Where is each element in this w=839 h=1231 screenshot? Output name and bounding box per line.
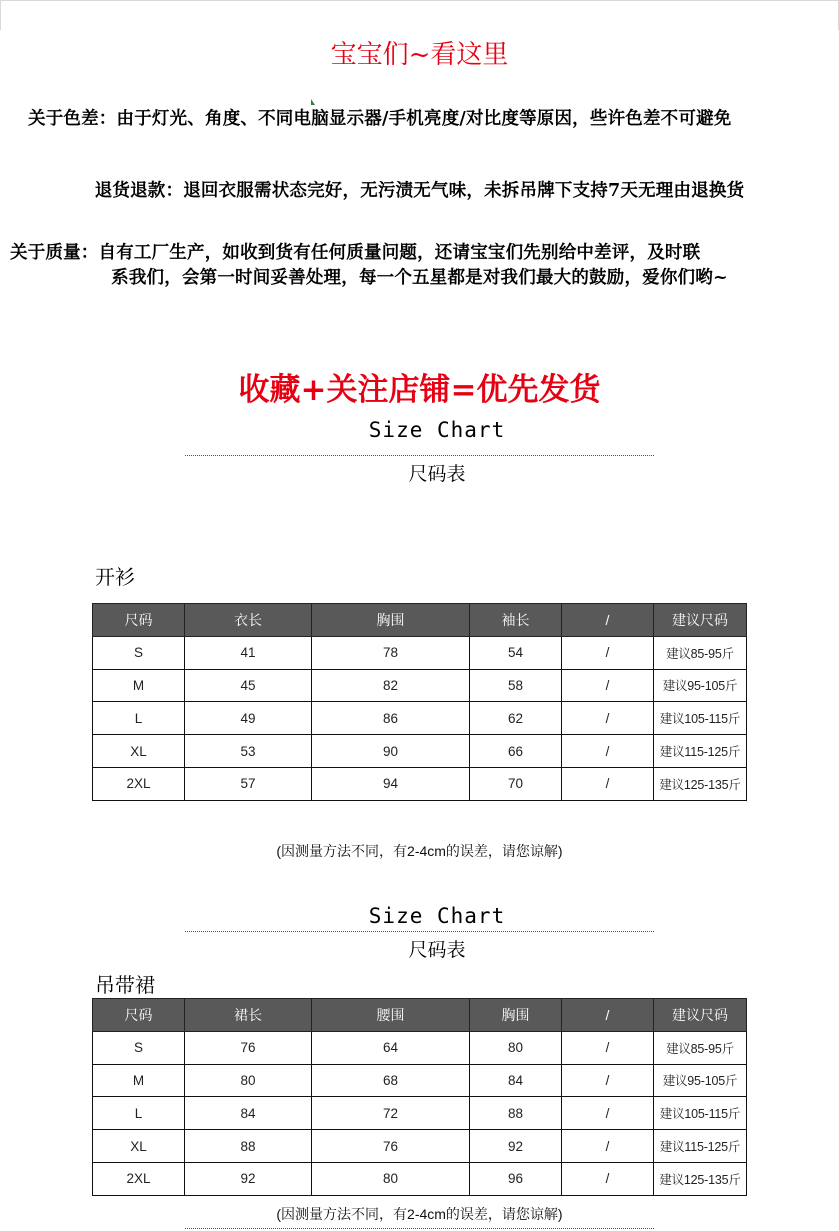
table-cell: 76 xyxy=(185,1031,312,1064)
table-cell: 建议95-105斤 xyxy=(654,669,747,702)
table-cell: 62 xyxy=(470,702,562,735)
dotted-divider xyxy=(185,455,654,456)
table-row xyxy=(93,636,747,669)
header-cell: 建议尺码 xyxy=(654,604,747,637)
header-cell: 胸围 xyxy=(470,999,562,1032)
header-cell: 尺码 xyxy=(93,604,185,637)
table-header-row xyxy=(93,999,747,1032)
header-cell: 腰围 xyxy=(312,999,470,1032)
table-cell: 78 xyxy=(312,636,470,669)
table-cell: 建议95-105斤 xyxy=(654,1064,747,1097)
table-cell: 76 xyxy=(312,1130,470,1163)
table-cell: / xyxy=(562,735,654,768)
table-cell: 86 xyxy=(312,702,470,735)
table-cell: 92 xyxy=(185,1162,312,1195)
dotted-divider xyxy=(185,1228,654,1229)
table-header-row xyxy=(93,604,747,637)
table-cell: 建议115-125斤 xyxy=(654,1130,747,1163)
table-cell: 58 xyxy=(470,669,562,702)
quality-notice-line2: 系我们，会第一时间妥善处理，每一个五星都是对我们最大的鼓励，爱你们哟~ xyxy=(111,268,728,288)
table-cell: M xyxy=(93,669,185,702)
category-title: 开衫 xyxy=(95,565,135,589)
color-difference-notice: 关于色差：由于灯光、角度、不同电脑显示器/手机亮度/对比度等原因，些许色差不可避免 xyxy=(28,109,732,129)
table-row xyxy=(93,735,747,768)
table-cell: 66 xyxy=(470,735,562,768)
table-cell: 54 xyxy=(470,636,562,669)
header-cell: / xyxy=(562,999,654,1032)
table-cell: 建议115-125斤 xyxy=(654,735,747,768)
size-chart-title: Size Chart xyxy=(368,418,506,442)
notice-heading: 宝宝们~看这里 xyxy=(330,40,509,70)
return-policy-notice: 退货退款：退回衣服需状态完好，无污渍无气味，未拆吊牌下支持7天无理由退换货 xyxy=(94,181,745,201)
table-cell: 建议85-95斤 xyxy=(654,636,747,669)
table-cell: / xyxy=(562,767,654,800)
table-cell: 41 xyxy=(185,636,312,669)
size-chart-subtitle: 尺码表 xyxy=(408,463,466,485)
table-cell: / xyxy=(562,702,654,735)
table-cell: 80 xyxy=(185,1064,312,1097)
table-cell: 2XL xyxy=(93,1162,185,1195)
size-table-cardigan xyxy=(92,603,747,801)
table-row xyxy=(93,1162,747,1195)
header-cell: 衣长 xyxy=(185,604,312,637)
header-cell: / xyxy=(562,604,654,637)
table-cell: / xyxy=(562,1162,654,1195)
table-cell: 80 xyxy=(470,1031,562,1064)
table-row xyxy=(93,767,747,800)
table-cell: / xyxy=(562,1130,654,1163)
table-cell: / xyxy=(562,1097,654,1130)
size-table-slip-dress xyxy=(92,998,747,1196)
table-cell: M xyxy=(93,1064,185,1097)
table-cell: 45 xyxy=(185,669,312,702)
table-cell: 64 xyxy=(312,1031,470,1064)
table-cell: 88 xyxy=(470,1097,562,1130)
table-cell: S xyxy=(93,636,185,669)
table-cell: 88 xyxy=(185,1130,312,1163)
table-row xyxy=(93,1130,747,1163)
table-cell: / xyxy=(562,1064,654,1097)
table-cell: 90 xyxy=(312,735,470,768)
header-cell: 建议尺码 xyxy=(654,999,747,1032)
table-cell: 2XL xyxy=(93,767,185,800)
promo-slogan: 收藏+关注店铺=优先发货 xyxy=(238,372,601,408)
table-row xyxy=(93,1097,747,1130)
category-title: 吊带裙 xyxy=(95,973,155,997)
measurement-note: (因测量方法不同，有2-4cm的误差，请您谅解) xyxy=(276,1206,563,1222)
size-chart-title: Size Chart xyxy=(368,904,506,928)
table-cell: / xyxy=(562,669,654,702)
table-cell: XL xyxy=(93,1130,185,1163)
table-cell: 68 xyxy=(312,1064,470,1097)
table-row xyxy=(93,1064,747,1097)
table-cell: 建议125-135斤 xyxy=(654,767,747,800)
table-cell: S xyxy=(93,1031,185,1064)
table-cell: 82 xyxy=(312,669,470,702)
table-row xyxy=(93,1031,747,1064)
table-cell: 建议85-95斤 xyxy=(654,1031,747,1064)
table-cell: / xyxy=(562,1031,654,1064)
table-cell: 49 xyxy=(185,702,312,735)
table-cell: 84 xyxy=(185,1097,312,1130)
header-cell: 袖长 xyxy=(470,604,562,637)
quality-notice-line1: 关于质量：自有工厂生产，如收到货有任何质量问题，还请宝宝们先别给中差评，及时联 xyxy=(10,243,701,263)
table-cell: L xyxy=(93,1097,185,1130)
table-cell: 57 xyxy=(185,767,312,800)
measurement-note: (因测量方法不同，有2-4cm的误差，请您谅解) xyxy=(276,843,563,859)
table-row xyxy=(93,669,747,702)
dotted-divider xyxy=(185,931,654,932)
table-cell: 80 xyxy=(312,1162,470,1195)
table-cell: 建议105-115斤 xyxy=(654,1097,747,1130)
size-chart-subtitle: 尺码表 xyxy=(408,939,466,961)
table-cell: L xyxy=(93,702,185,735)
header-cell: 裙长 xyxy=(185,999,312,1032)
page-top-border xyxy=(0,0,839,30)
header-cell: 胸围 xyxy=(312,604,470,637)
table-cell: 53 xyxy=(185,735,312,768)
table-cell: 84 xyxy=(470,1064,562,1097)
table-cell: 70 xyxy=(470,767,562,800)
table-cell: 建议125-135斤 xyxy=(654,1162,747,1195)
table-cell: 96 xyxy=(470,1162,562,1195)
table-row xyxy=(93,702,747,735)
table-cell: 94 xyxy=(312,767,470,800)
table-cell: 建议105-115斤 xyxy=(654,702,747,735)
table-cell: 92 xyxy=(470,1130,562,1163)
header-cell: 尺码 xyxy=(93,999,185,1032)
table-cell: / xyxy=(562,636,654,669)
table-cell: 72 xyxy=(312,1097,470,1130)
table-cell: XL xyxy=(93,735,185,768)
